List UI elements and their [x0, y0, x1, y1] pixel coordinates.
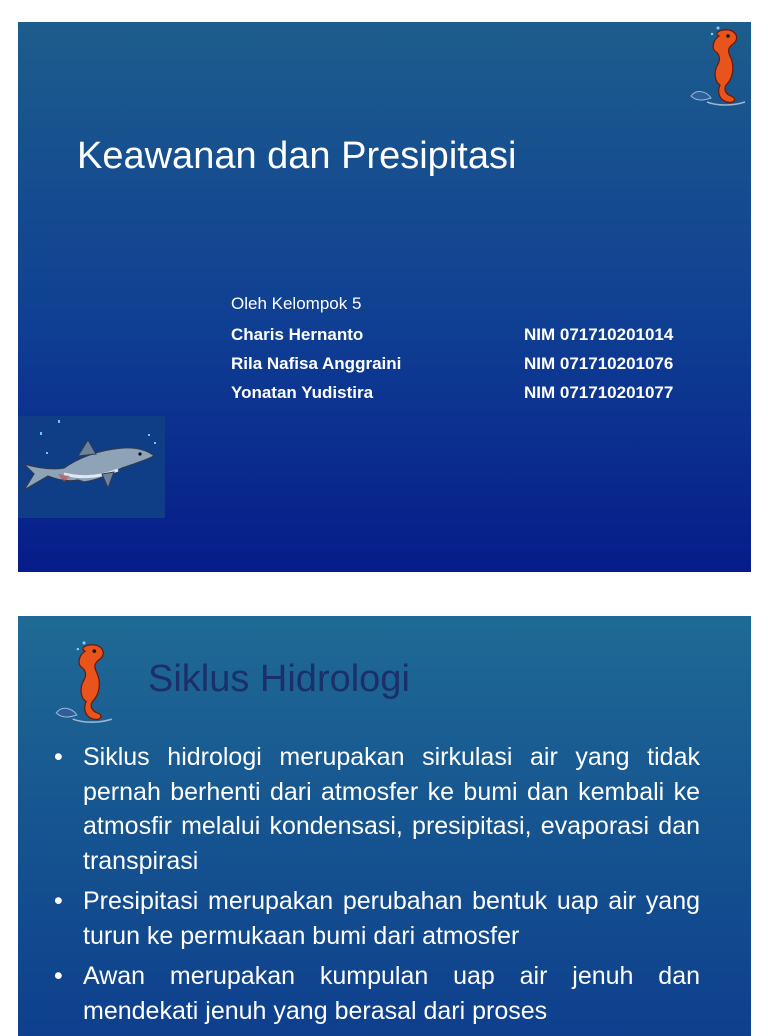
seahorse-icon [683, 22, 751, 108]
slide-title: Siklus Hidrologi [148, 658, 410, 700]
author-name: Charis Hernanto [231, 324, 364, 344]
byline: Oleh Kelompok 5 [231, 294, 362, 313]
bullet-icon: • [54, 743, 63, 771]
author-nim: NIM 071710201076 [524, 353, 674, 373]
shark-icon [18, 416, 165, 518]
list-item [54, 740, 700, 878]
bullet-text: Siklus hidrologi merupakan sirkulasi air yang tidak pernah berhenti dari atmosfer ke bumi dan kembali ke atmosfir melalui kondensasi, presipitasi, evaporasi dan transpirasi [83, 743, 700, 875]
list-item [54, 959, 700, 1028]
bullet-list [54, 740, 700, 1034]
author-nim: NIM 071710201077 [524, 382, 674, 402]
author-name: Yonatan Yudistira [231, 382, 374, 402]
content-slide [18, 616, 751, 1036]
author-block [231, 294, 673, 407]
author-name: Rila Nafisa Anggraini [231, 353, 402, 373]
title-slide [18, 22, 751, 572]
bullet-text: Awan merupakan kumpulan uap air jenuh dan mendekati jenuh yang berasal dari proses [83, 962, 700, 1025]
author-row [231, 349, 673, 378]
bullet-icon: • [54, 962, 63, 990]
slide-title: Keawanan dan Presipitasi [77, 135, 517, 177]
seahorse-icon [48, 636, 118, 726]
bullet-text: Presipitasi merupakan perubahan bentuk uap air yang turun ke permukaan bumi dari atmosfer [83, 887, 700, 950]
list-item [54, 884, 700, 953]
shark-image [18, 416, 165, 518]
author-row [231, 378, 673, 407]
bullet-icon: • [54, 887, 63, 915]
author-row [231, 320, 673, 349]
author-nim: NIM 071710201014 [524, 324, 674, 344]
